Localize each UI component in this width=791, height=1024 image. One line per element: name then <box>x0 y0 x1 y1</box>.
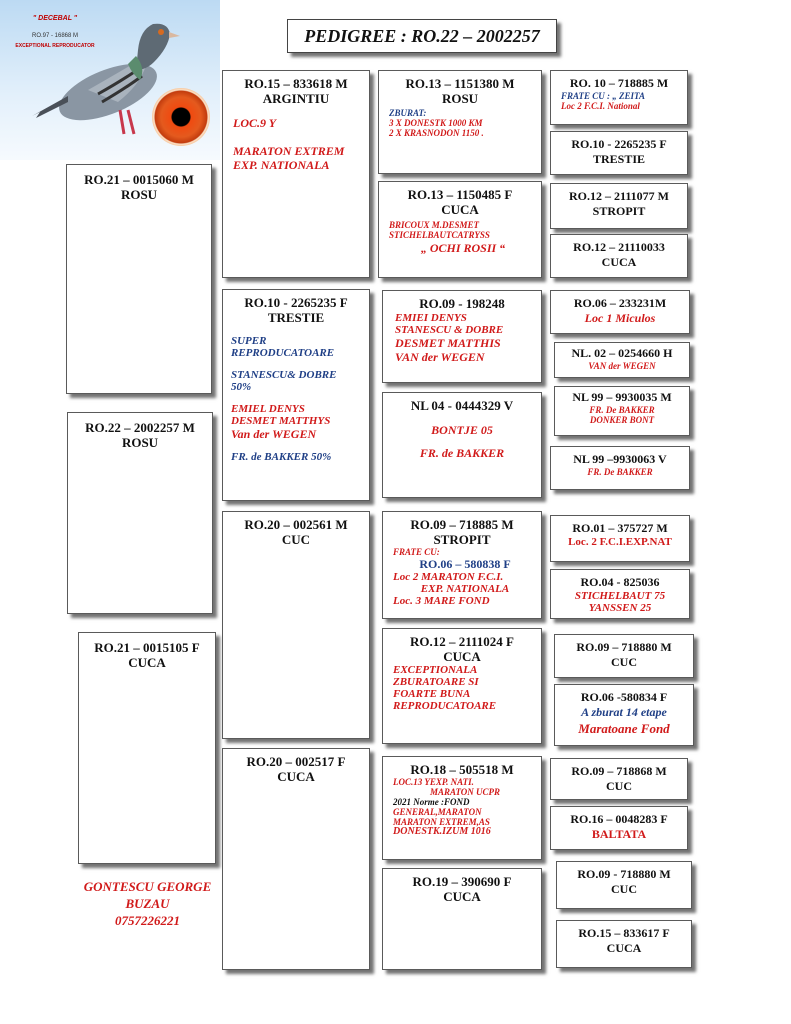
gen2-note: REPRODUCATOARE <box>231 347 335 359</box>
gen1-box-1 <box>66 164 212 394</box>
gen2-note: DESMET MATTHYS <box>231 415 331 427</box>
gen4-box-2 <box>550 131 688 175</box>
gen3-note: Loc. 3 MARE FOND <box>393 595 490 607</box>
gen4-box-8 <box>550 446 690 490</box>
gen4-box-16 <box>556 920 692 968</box>
gen3-note: EXCEPTIONALA <box>393 664 478 676</box>
gen2-note <box>231 442 365 451</box>
gen4-ring: NL 99 –9930063 V <box>573 452 667 466</box>
gen3-ring: RO.13 – 1151380 M <box>405 76 515 91</box>
gen2-note: EMIEL DENYS <box>231 403 305 415</box>
gen4-note: FR. De BAKKER <box>587 467 653 477</box>
gen3-box-1 <box>378 70 542 174</box>
gen3-box-5 <box>382 511 542 619</box>
gen4-color: CUC <box>606 779 632 793</box>
page-title: PEDIGREE : RO.22 – 2002257 <box>287 19 557 53</box>
gen2-note: STANESCU& DOBRE <box>231 369 337 381</box>
gen2-note <box>233 130 365 144</box>
gen2-ring: RO.20 – 002561 M <box>244 517 348 532</box>
gen4-note: Maratoane Fond <box>578 721 670 736</box>
gen3-note: BONTJE 05 <box>431 423 493 437</box>
gen3-note: Loc 2 MARATON F.C.I. <box>393 571 504 583</box>
gen4-note: VAN der WEGEN <box>588 361 656 371</box>
gen3-note: 2 X KRASNODON 1150 . <box>389 128 484 138</box>
gen4-color: CUC <box>611 882 637 896</box>
gen3-box-2 <box>378 181 542 278</box>
gen4-box-4 <box>550 234 688 278</box>
gen3-ring: RO.09 - 198248 <box>419 296 505 311</box>
gen3-box-6 <box>382 628 542 744</box>
gen4-box-3 <box>550 183 688 229</box>
gen3-note: FRATE CU: <box>393 547 440 557</box>
gen3-note: 2021 Norme :FOND <box>393 797 470 807</box>
gen4-color: CUCA <box>606 941 642 955</box>
gen3-note: DONESTK.IZUM 1016 <box>393 826 491 837</box>
gen2-color: CUCA <box>277 769 315 784</box>
gen1-box-2 <box>67 412 213 614</box>
gen2-box-4 <box>222 748 370 970</box>
gen1-ring: RO.21 – 0015060 M <box>84 172 194 187</box>
gen3-note: VAN der WEGEN <box>395 350 485 364</box>
gen3-note: EMIEI DENYS <box>395 312 467 324</box>
gen3-color: STROPIT <box>433 532 491 547</box>
gen4-ring: NL. 02 – 0254660 H <box>571 346 673 360</box>
gen1-box-3 <box>78 632 216 864</box>
gen3-color: CUCA <box>441 202 479 217</box>
gen2-note: MARATON EXTREM <box>233 144 345 158</box>
gen2-note: Van der WEGEN <box>231 427 317 441</box>
gen3-note: FR. de BAKKER <box>419 446 505 460</box>
gen2-note <box>231 359 365 369</box>
gen3-ring: RO.09 – 718885 M <box>410 517 514 532</box>
gen2-ring: RO.20 – 002517 F <box>246 754 346 769</box>
gen3-note: GENERAL,MARATON <box>393 807 482 817</box>
gen4-ring: RO.06 -580834 F <box>580 690 668 704</box>
gen4-ring: RO.09 – 718880 M <box>576 640 672 654</box>
gen3-box-4 <box>382 392 542 498</box>
gen3-note: ZBURAT: <box>389 108 427 118</box>
gen4-note: Loc 1 Miculos <box>584 311 656 325</box>
gen4-ring: RO.16 – 0048283 F <box>570 812 668 826</box>
gen3-color: ROSU <box>441 91 479 106</box>
gen4-box-13 <box>550 758 688 800</box>
gen3-ring: NL 04 - 0444329 V <box>410 398 514 413</box>
gen3-ring: RO.19 – 390690 F <box>412 874 512 889</box>
gen3-note: BRICOUX M.DESMET <box>389 220 480 230</box>
gen4-box-11 <box>554 634 694 678</box>
gen3-color: CUCA <box>443 889 481 904</box>
gen3-box-3 <box>382 290 542 383</box>
gen2-note: FR. de BAKKER 50% <box>231 451 332 463</box>
gen3-note: EXP. NATIONALA <box>420 583 510 595</box>
gen4-box-1 <box>550 70 688 125</box>
gen1-color: ROSU <box>120 187 158 202</box>
gen2-note <box>231 393 365 403</box>
gen4-box-15 <box>556 861 692 909</box>
gen4-ring: RO.15 – 833617 F <box>578 926 670 940</box>
gen1-color: ROSU <box>121 435 159 450</box>
gen4-note: Loc. 2 F.C.I.EXP.NAT <box>568 536 672 548</box>
gen4-box-14 <box>550 806 688 850</box>
gen4-note: YANSSEN 25 <box>588 602 652 614</box>
gen2-note: SUPER <box>231 335 267 347</box>
gen4-ring: RO.10 - 2265235 F <box>571 137 667 151</box>
gen3-color: CUCA <box>443 649 481 664</box>
gen2-color: ARGINTIU <box>262 91 330 106</box>
gen3-note: REPRODUCATOARE <box>393 700 497 712</box>
gen3-box-7 <box>382 756 542 860</box>
gen4-box-5 <box>550 290 690 334</box>
gen4-box-6 <box>554 342 690 378</box>
gen3-ring: RO.13 – 1150485 F <box>407 187 513 202</box>
banner-name: " DECEBAL " <box>32 15 78 22</box>
gen1-ring: RO.22 – 2002257 M <box>85 420 195 435</box>
gen1-color: CUCA <box>128 655 166 670</box>
banner-ring: RO.97 - 16868 M <box>31 33 79 39</box>
gen4-box-9 <box>550 515 690 562</box>
gen4-color: TRESTIE <box>592 152 646 166</box>
gen4-ring: NL 99 – 9930035 M <box>572 390 672 404</box>
gen4-color: CUC <box>611 655 637 669</box>
gen4-note: FRATE CU : „ ZEITA <box>561 91 646 101</box>
gen4-note: FR. De BAKKER <box>589 405 655 415</box>
gen3-note: LOC.13 YEXP. NATI. <box>393 777 474 787</box>
gen4-ring: RO.01 – 375727 M <box>572 521 668 535</box>
gen4-box-12 <box>554 684 694 746</box>
gen3-note: ZBURATOARE SI <box>393 676 479 688</box>
gen2-ring: RO.15 – 833618 M <box>244 76 348 91</box>
gen4-note: A zburat 14 etape <box>581 705 667 719</box>
gen4-ring: RO.04 - 825036 <box>580 575 660 589</box>
gen4-color: BALTATA <box>591 827 647 841</box>
owner-name: GONTESCU GEORGE <box>83 879 212 894</box>
banner-note: EXCEPTIONAL REPRODUCATOR <box>15 43 95 49</box>
gen3-ring: RO.18 – 505518 M <box>410 762 514 777</box>
gen4-ring: RO.09 – 718868 M <box>571 764 667 778</box>
gen4-box-7 <box>554 386 690 436</box>
gen4-color: CUCA <box>601 255 637 269</box>
gen1-ring: RO.21 – 0015105 F <box>94 640 200 655</box>
owner-city: BUZAU <box>125 896 170 911</box>
gen4-ring: RO.12 – 21110033 <box>573 240 665 254</box>
gen2-note: 50% <box>231 381 252 393</box>
gen3-note: MARATON EXTREM,AS <box>393 817 490 827</box>
owner-phone: 0757226221 <box>115 913 180 928</box>
gen4-ring: RO.12 – 2111077 M <box>568 189 669 203</box>
gen2-note: LOC.9 Y <box>233 116 277 130</box>
gen3-note: STICHELBAUTCATRYSS <box>389 230 490 240</box>
gen3-box-8 <box>382 868 542 970</box>
gen2-box-1 <box>222 70 370 278</box>
gen4-note: DONKER BONT <box>589 415 655 425</box>
gen3-note: RO.06 – 580838 F <box>419 557 511 571</box>
gen4-note: STICHELBAUT 75 <box>574 590 666 602</box>
gen2-color: TRESTIE <box>267 310 325 325</box>
gen3-note: MARATON UCPR <box>429 787 501 797</box>
gen2-color: CUC <box>281 532 311 547</box>
gen4-box-10 <box>550 569 690 619</box>
eye-image <box>152 88 210 146</box>
gen3-ring: RO.12 – 2111024 F <box>409 634 514 649</box>
gen2-box-2 <box>222 289 370 501</box>
gen2-note: EXP. NATIONALA <box>233 158 330 172</box>
gen3-note: STANESCU & DOBRE <box>395 324 504 336</box>
gen4-ring: RO.06 – 233231M <box>573 296 667 310</box>
gen4-ring: RO. 10 – 718885 M <box>569 76 669 90</box>
gen4-note: Loc 2 F.C.I. National <box>561 101 640 111</box>
gen2-box-3 <box>222 511 370 739</box>
gen3-note: FOARTE BUNA <box>393 688 471 700</box>
gen3-note: „ OCHI ROSII “ <box>420 241 506 255</box>
gen3-note: DESMET MATTHIS <box>395 336 501 350</box>
gen4-ring: RO.09 - 718880 M <box>577 867 671 881</box>
gen3-note: 3 X DONESTK 1000 KM <box>389 118 483 128</box>
header-banner <box>0 0 220 160</box>
gen4-color: STROPIT <box>592 204 646 218</box>
owner-info <box>70 878 225 929</box>
gen2-ring: RO.10 - 2265235 F <box>244 295 348 310</box>
